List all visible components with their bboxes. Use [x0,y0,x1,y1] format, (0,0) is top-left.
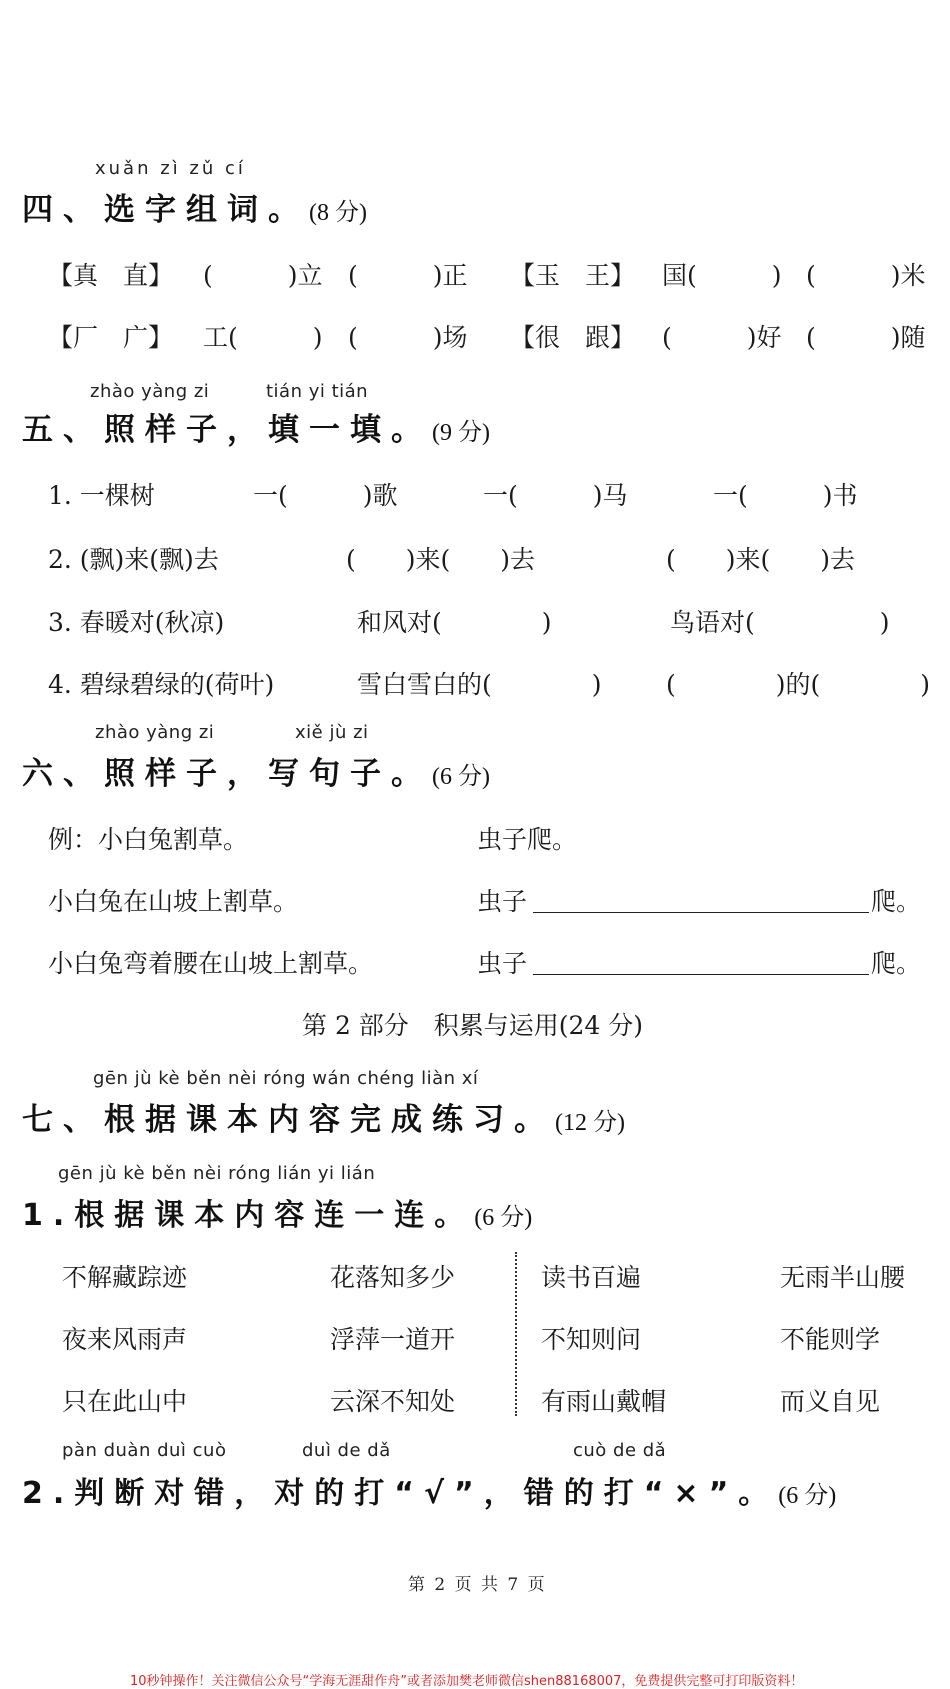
s4-pinyin: xuǎn zì zǔ cí [95,158,246,179]
s7-title-text: 七、根据课本内容完成练习。 [22,1102,555,1138]
s5-title [22,404,490,449]
s7-q2-title-text: 2.判断对错，对的打“√”，错的打“×”。 [22,1476,779,1511]
s6-score: (6 分) [432,764,490,790]
match-col4-item1[interactable]: 无雨半山腰 [780,1263,906,1292]
s7-pinyin: gēn jù kè běn nèi róng wán chéng liàn xí [93,1068,479,1089]
match-col1-item1[interactable]: 不解藏踪迹 [62,1263,188,1292]
s4-r1-b-item1: 国( ) [662,261,782,290]
s6-r3-answer-line [533,974,869,975]
s6-r1-left: 例：小白兔割草。 [48,825,249,854]
s6-pinyin2: xiě jù zi [295,722,369,743]
s7-q2-pinyin2: duì de dǎ [302,1440,391,1461]
s5-l3-c2: 和风对( ) [357,608,552,637]
match-col2-item2[interactable]: 浮萍一道开 [330,1325,456,1354]
match-col3-item2[interactable]: 不知则问 [541,1325,642,1354]
s7-q1-title-text: 1.根据课本内容连一连。 [22,1198,475,1233]
s7-q2-pinyin1: pàn duàn duì cuò [62,1440,227,1461]
s7-q2-title [22,1468,836,1512]
s7-q1-title [22,1190,532,1234]
s6-r2-left: 小白兔在山坡上割草。 [48,887,299,916]
s7-title [22,1094,625,1139]
s6-pinyin1: zhào yàng zi [95,722,215,743]
page-number: 第 2 页 共 7 页 [408,1575,547,1595]
s5-title-text: 五、照样子，填一填。 [22,412,432,448]
s5-l4-c3: ( )的( ) [666,670,931,699]
s5-l3-c3: 鸟语对( ) [670,608,890,637]
s5-l1-c4: 一( )书 [713,481,858,510]
s4-title [22,184,367,229]
match-col3-item3[interactable]: 有雨山戴帽 [541,1387,667,1416]
match-col1-item2[interactable]: 夜来风雨声 [62,1325,188,1354]
s7-q1-pinyin: gēn jù kè běn nèi róng lián yi lián [58,1163,376,1184]
s4-r1-opts-a: 【真 直】 [48,261,174,290]
s4-title-text: 四、选字组词。 [22,192,309,228]
s4-r2-a-item2: ( )场 [348,323,468,352]
s5-l1-c3: 一( )马 [483,481,628,510]
s6-r3-right-start: 虫子 [477,949,528,978]
s4-r2-a-item1: 工( ) [203,323,323,352]
s5-l1-c1: 1. 一棵树 [48,481,155,510]
s4-score: (8 分) [309,200,367,226]
s5-l4-c2: 雪白雪白的( ) [357,670,602,699]
s7-q1-score: (6 分) [474,1205,533,1231]
s4-r2-b-item1: ( )好 [662,323,782,352]
s5-pinyin2: tián yi tián [266,381,369,402]
s6-r3-right-end: 爬。 [871,949,922,978]
s5-pinyin1: zhào yàng zi [90,381,210,402]
match-col4-item3[interactable]: 而义自见 [780,1387,881,1416]
s7-q2-score: (6 分) [778,1483,837,1509]
s4-r1-opts-b: 【玉 王】 [510,261,636,290]
match-col4-item2[interactable]: 不能则学 [780,1325,881,1354]
s5-score: (9 分) [432,420,490,446]
s6-r2-right-end: 爬。 [871,887,922,916]
s4-r2-opts-b: 【很 跟】 [510,323,636,352]
match-col2-item1[interactable]: 花落知多少 [330,1263,456,1292]
s6-r2-right-start: 虫子 [477,887,528,916]
s7-q2-pinyin3: cuò de dǎ [573,1440,667,1461]
s5-l3-c1: 3. 春暖对(秋凉) [48,608,225,637]
watermark: 10秒钟操作！关注微信公众号“学海无涯甜作舟”或者添加樊老师微信shen88168007，免费提供完整可打印版资料！ [130,1674,804,1689]
s4-r2-opts-a: 【厂 广】 [48,323,174,352]
match-col2-item3[interactable]: 云深不知处 [330,1387,456,1416]
match-col1-item3[interactable]: 只在此山中 [62,1387,188,1416]
s5-l4-c1: 4. 碧绿碧绿的(荷叶) [48,670,275,699]
s6-title-text: 六、照样子，写句子。 [22,756,432,792]
s4-r2-b-item2: ( )随 [806,323,926,352]
match-col3-item1[interactable]: 读书百遍 [541,1263,642,1292]
s4-r1-a-item1: ( )立 [203,261,323,290]
match-divider [515,1252,517,1416]
part2-heading: 第 2 部分 积累与运用(24 分) [302,1011,644,1040]
s5-l2-c3: ( )来( )去 [666,545,856,574]
s4-r1-b-item2: ( )米 [806,261,926,290]
s5-l2-c1: 2. (飘)来(飘)去 [48,545,219,574]
s6-r3-left: 小白兔弯着腰在山坡上割草。 [48,949,374,978]
s5-l2-c2: ( )来( )去 [346,545,536,574]
s6-r1-right: 虫子爬。 [477,825,578,854]
s5-l1-c2: 一( )歌 [253,481,398,510]
s6-title [22,748,490,793]
s7-score: (12 分) [555,1110,625,1136]
s4-r1-a-item2: ( )正 [348,261,468,290]
s6-r2-answer-line [533,912,869,913]
